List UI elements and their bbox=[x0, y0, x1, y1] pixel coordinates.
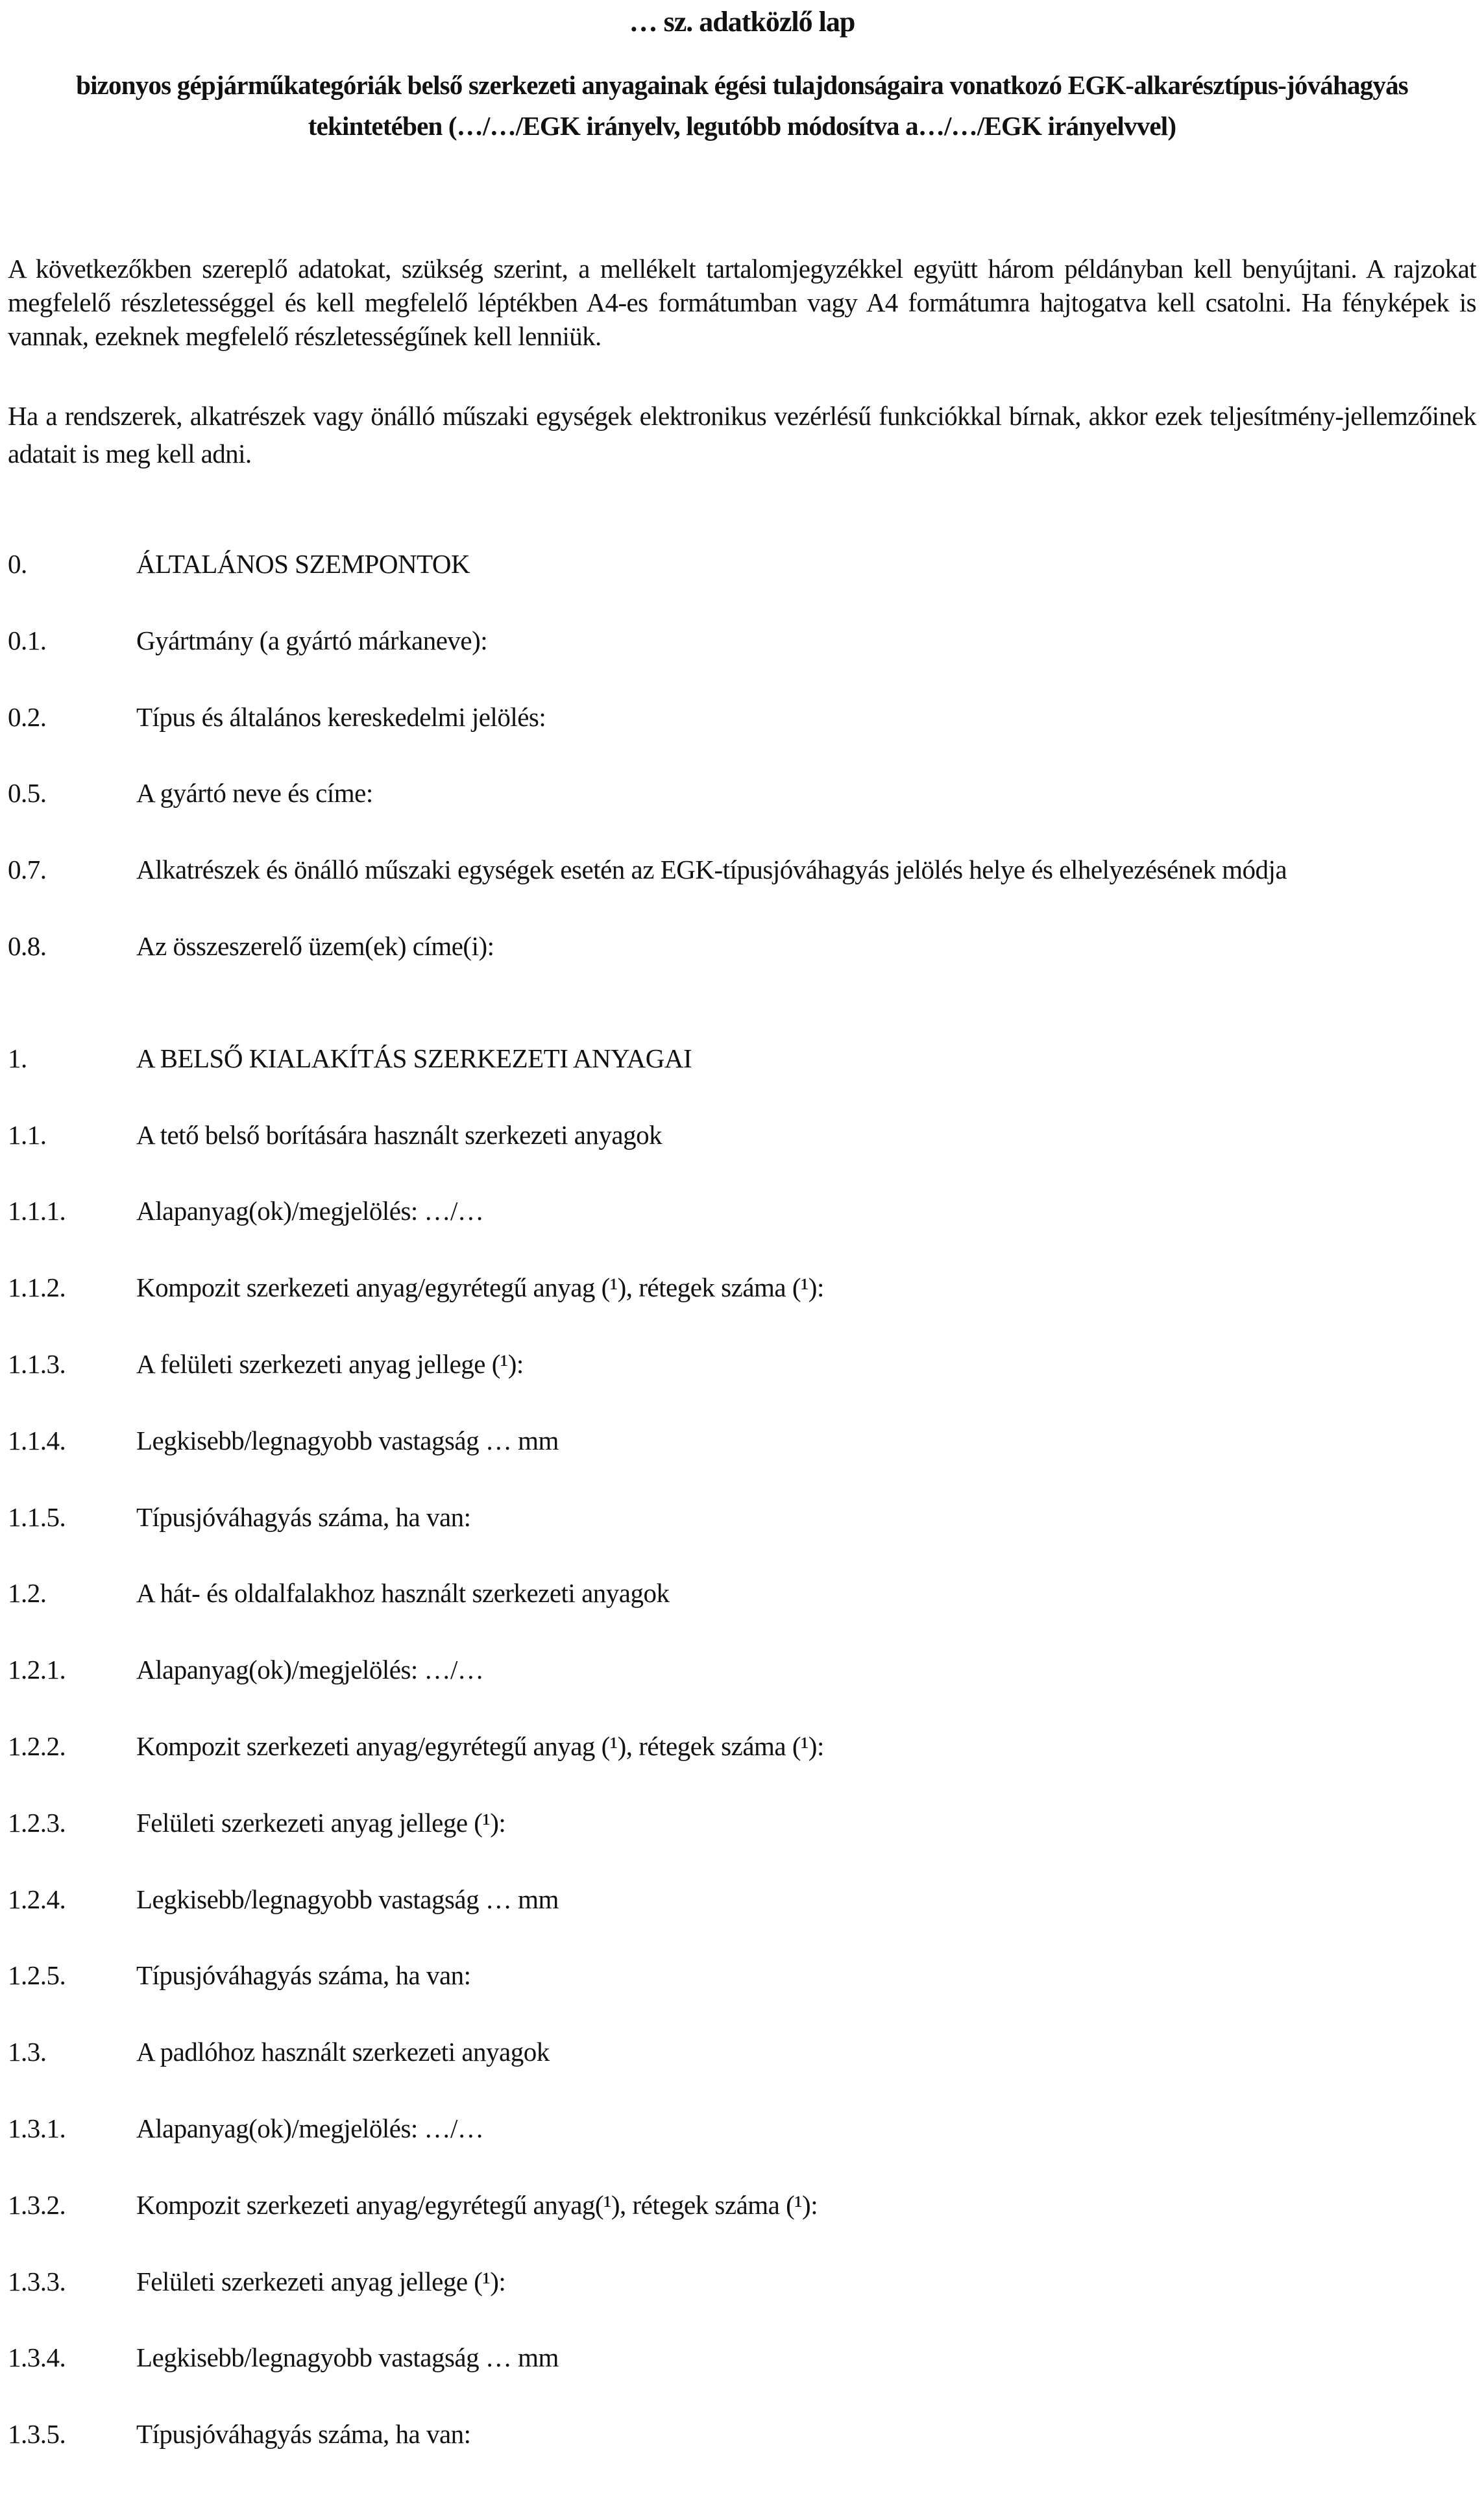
item-text: A gyártó neve és címe: bbox=[136, 778, 373, 809]
item-text: Felületi szerkezeti anyag jellege (¹): bbox=[136, 2266, 506, 2296]
item-number: 1.1.2. bbox=[8, 1272, 66, 1303]
item-text: Legkisebb/legnagyobb vastagság … mm bbox=[136, 1884, 559, 1914]
form-item bbox=[8, 929, 1481, 1005]
item-number: 1.1.5. bbox=[8, 1502, 66, 1532]
item-text: A padlóhoz használt szerkezeti anyagok bbox=[136, 2037, 550, 2067]
form-item bbox=[8, 775, 1481, 852]
item-number: 1.1.4. bbox=[8, 1425, 66, 1455]
item-text: Gyártmány (a gyártó márkaneve): bbox=[136, 625, 488, 655]
item-number: 0.5. bbox=[8, 778, 47, 809]
item-text: Legkisebb/legnagyobb vastagság … mm bbox=[136, 1425, 559, 1455]
form-item bbox=[8, 1500, 1481, 1576]
form-item bbox=[8, 2111, 1481, 2187]
item-number: 1.3.3. bbox=[8, 2266, 66, 2296]
item-number: 1.2. bbox=[8, 1578, 47, 1609]
item-text: Az összeszerelő üzem(ek) címe(i): bbox=[136, 930, 494, 961]
item-number: 1.3. bbox=[8, 2037, 47, 2067]
intro-paragraph: A következőkben szereplő adatokat, szükség szerint, a mellékelt tartalomjegyzékkel együtt három példányban kell benyújtani. A rajzokat megfelelő részletességgel és kell megfelelő léptékben A4-es formátumban vagy A4 formátumra hajtogatva kell csatolni. Ha fényképek is vannak, ezeknek megfelelő részletességűnek kell lenniük. bbox=[8, 254, 1476, 351]
form-item bbox=[8, 2264, 1481, 2341]
item-number: 1.2.5. bbox=[8, 1960, 66, 1991]
item-text: Típusjóváhagyás száma, ha van: bbox=[136, 2419, 471, 2450]
item-number: 1.2.3. bbox=[8, 1807, 66, 1838]
item-text: A BELSŐ KIALAKÍTÁS SZERKEZETI ANYAGAI bbox=[136, 1043, 692, 1073]
item-number: 1. bbox=[8, 1043, 27, 1073]
item-number: 1.1.3. bbox=[8, 1348, 66, 1379]
form-item bbox=[8, 1652, 1481, 1729]
item-number: 1.3.5. bbox=[8, 2419, 66, 2450]
form-item bbox=[8, 2416, 1481, 2493]
item-number: 1.1.1. bbox=[8, 1196, 66, 1226]
form-item bbox=[8, 2340, 1481, 2416]
item-number: 1.3.1. bbox=[8, 2113, 66, 2143]
item-number: 0.7. bbox=[8, 855, 47, 885]
form-item bbox=[8, 1346, 1481, 1423]
item-text: Alkatrészek és önálló műszaki egységek esetén az EGK-típusjóváhagyás jelölés helye és elhelyezésének módja bbox=[136, 855, 1287, 885]
item-number: 0.2. bbox=[8, 701, 47, 732]
electronic-control-paragraph: Ha a rendszerek, alkatrészek vagy önálló műszaki egységek elektronikus vezérlésű funkciókkal bírnak, akkor ezek teljesítmény-jellemzőinek adatait is meg kell adni. bbox=[8, 401, 1476, 468]
form-item bbox=[8, 1270, 1481, 1346]
form-item bbox=[8, 1882, 1481, 1958]
item-text: Kompozit szerkezeti anyag/egyrétegű anyag (¹), rétegek száma (¹): bbox=[136, 1731, 824, 1761]
item-number: 1.2.4. bbox=[8, 1884, 66, 1914]
item-number: 0.1. bbox=[8, 625, 47, 655]
item-text: Felületi szerkezeti anyag jellege (¹): bbox=[136, 1807, 506, 1838]
form-item bbox=[8, 2187, 1481, 2264]
item-text: A felületi szerkezeti anyag jellege (¹): bbox=[136, 1348, 524, 1379]
item-text: Típusjóváhagyás száma, ha van: bbox=[136, 1960, 471, 1991]
form-item bbox=[8, 852, 1481, 929]
item-text: Legkisebb/legnagyobb vastagság … mm bbox=[136, 2342, 559, 2373]
form-item bbox=[8, 1575, 1481, 1652]
form-item bbox=[8, 1729, 1481, 1805]
form-item bbox=[8, 1805, 1481, 1882]
item-text: Típusjóváhagyás száma, ha van: bbox=[136, 1502, 471, 1532]
item-text: Alapanyag(ok)/megjelölés: …/… bbox=[136, 1196, 484, 1226]
item-number: 0. bbox=[8, 549, 27, 579]
item-number: 1.3.4. bbox=[8, 2342, 66, 2373]
item-number: 0.8. bbox=[8, 930, 47, 961]
item-text: A hát- és oldalfalakhoz használt szerkezeti anyagok bbox=[136, 1578, 670, 1609]
item-text: Kompozit szerkezeti anyag/egyrétegű anyag(¹), rétegek száma (¹): bbox=[136, 2189, 818, 2220]
item-number: 1.2.1. bbox=[8, 1655, 66, 1685]
item-text: Alapanyag(ok)/megjelölés: …/… bbox=[136, 1655, 484, 1685]
form-item bbox=[8, 1193, 1481, 1270]
item-text: Alapanyag(ok)/megjelölés: …/… bbox=[136, 2113, 484, 2143]
document-heading: bizonyos gépjárműkategóriák belső szerkezeti anyagainak égési tulajdonságaira vonatkozó EGK-alkarésztípus-jóváhagyás tekintetében (…/…/EGK irányelv, legutóbb módosítva a…/…/EGK irányelvvel) bbox=[76, 70, 1408, 141]
form-item bbox=[8, 2034, 1481, 2111]
form-item bbox=[8, 1117, 1481, 1194]
item-text: A tető belső borítására használt szerkezeti anyagok bbox=[136, 1119, 663, 1150]
form-item bbox=[8, 699, 1481, 776]
section-heading bbox=[8, 546, 1481, 623]
document-title: … sz. adatközlő lap bbox=[629, 6, 855, 38]
form-item bbox=[8, 623, 1481, 699]
form-item-list bbox=[8, 546, 1481, 2493]
form-item bbox=[8, 1958, 1481, 2034]
item-text: Kompozit szerkezeti anyag/egyrétegű anyag (¹), rétegek száma (¹): bbox=[136, 1272, 824, 1303]
item-number: 1.3.2. bbox=[8, 2189, 66, 2220]
item-text: ÁLTALÁNOS SZEMPONTOK bbox=[136, 549, 470, 579]
item-number: 1.1. bbox=[8, 1119, 47, 1150]
item-text: Típus és általános kereskedelmi jelölés: bbox=[136, 701, 546, 732]
item-number: 1.2.2. bbox=[8, 1731, 66, 1761]
form-item bbox=[8, 1423, 1481, 1500]
section-heading bbox=[8, 1041, 1481, 1117]
